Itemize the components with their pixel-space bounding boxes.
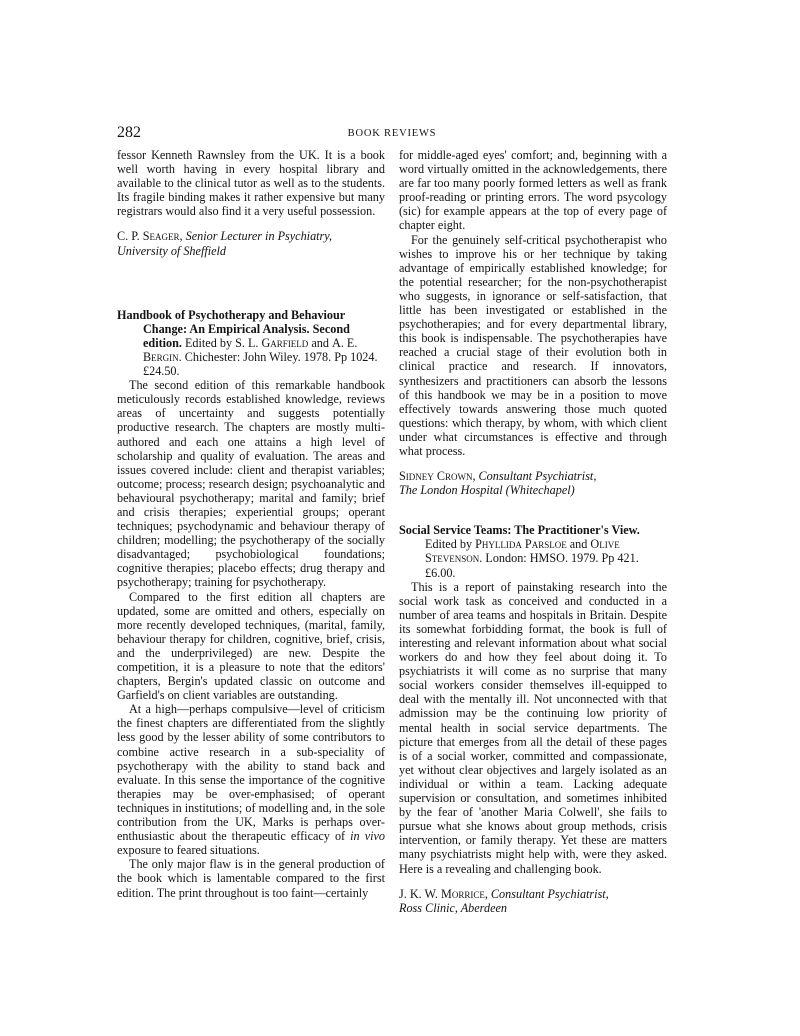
reviewer-signature [117, 229, 385, 257]
review-paragraph: The only major flaw is in the general production of the book which is lamentable compared to the first edition. The print throughout is too faint—certainly [117, 857, 385, 900]
review-continuation: for middle-aged eyes' comfort; and, beginning with a word virtually omitted in the acknowledgements, there are far too many poorly formed letters as well as frank proof-reading or printing errors. The word psycology (sic) for example appears at the top of every page of chapter eight. [399, 148, 667, 233]
book-citation: Handbook of Psychotherapy and Behaviour Change: An Empirical Analysis. Second edition. Edited by S. L. Garfield and A. E. Bergin. Chichester: John Wiley. 1978. Pp 1024. £24.50. [117, 307, 378, 379]
page-number: 282 [117, 124, 141, 141]
book-title: Handbook of Psychotherapy and Behaviour Change: An Empirical Analysis. Second edition. [117, 307, 350, 350]
reviewer-institution: The London Hospital (Whitechapel) [399, 483, 575, 498]
reviewer-affiliation: Consultant Psychiatrist, [490, 886, 609, 901]
reviewer-signature [399, 887, 667, 915]
editor-name: Phyllida Parsloe [475, 537, 567, 552]
reviewer-signature [399, 469, 667, 497]
reviewer-name: Sidney Crown, [399, 469, 476, 484]
publication-details: Chichester: John Wiley. 1978. Pp 1024. £24.50. [143, 349, 378, 379]
editor-name: A. E. Bergin. [143, 335, 358, 364]
editor-name: Olive Stevenson. [425, 537, 620, 566]
running-title: BOOK REVIEWS [347, 128, 437, 139]
page-header [117, 124, 667, 144]
review-paragraph: The second edition of this remarkable handbook meticulously records established knowledge, reviews areas of uncertainty and suggests potentially productive research. The chapters are mostly multi-authored and each one attains a high level of scholarship and quality of evaluation. The areas and issues covered include: client and therapist variables; outcome; process; research design; psychoanalytic and behavioural psychotherapy; marital and family; brief and crisis therapies; experiential groups; operant techniques; psychodynamic and behaviour therapy of children; modelling; the psychotherapy of the socially disadvantaged; psychobiological foundations; cognitive therapies; placebo effects; drug therapy and psychotherapy; training for psychotherapy. [117, 378, 385, 590]
reviewer-affiliation: Senior Lecturer in Psychiatry, [185, 229, 333, 244]
reviewer-affiliation: Consultant Psychiatrist, [478, 469, 597, 484]
review-paragraph: For the genuinely self-critical psychotherapist who wishes to improve his or her technique by taking advantage of empirically established knowledge; for the potential researcher; for the non-psychotherapist who suggests, in ignorance or self-satisfaction, that little has been investigated or established in the psychotherapies; and for every departmental library, this book is indispensable. The psychotherapies have reached a crucial stage of their evolution both in clinical practice and research. If innovators, synthesizers and practitioners can absorb the lessons of this handbook we may be in a position to move effectively towards answering those much quoted questions: which therapy, by whom, with which client under what circumstances is effective and through what process. [399, 232, 667, 458]
reviewer-institution: University of Sheffield [117, 243, 226, 258]
review-continuation: fessor Kenneth Rawnsley from the UK. It is a book well worth having in every hospital library and available to the clinical tutor as well as to the students. Its fragile binding makes it rather expensive but many registrars would also find it a very useful possession. [117, 148, 385, 219]
book-title: Social Service Teams: The Practitioner's View. [399, 523, 640, 538]
reviewer-institution: Ross Clinic, Aberdeen [399, 900, 507, 915]
reviewer-name: C. P. Seager, [117, 229, 183, 244]
review-paragraph: Compared to the first edition all chapters are updated, some are omitted and others, especially on more recently developed techniques, (marital, family, behaviour therapy for children, cognitive, brief, crisis, and the underprivileged) are new. Despite the competition, it is a pleasure to note that the editors' chapters, Bergin's updated classic on outcome and Garfield's on client variables are outstanding. [117, 589, 385, 703]
reviewer-name: J. K. W. Morrice, [399, 886, 488, 901]
publication-details: London: HMSO. 1979. Pp 421. £6.00. [425, 551, 639, 580]
review-paragraph: At a high—perhaps compulsive—level of criticism the finest chapters are differentiated from the slightly less good by the lesser ability of some contributors to combine active research in a sub-speciality of psychotherapy with the ability to stand back and evaluate. In this sense the importance of the cognitive therapies may be over-emphasised; of operant techniques in institutions; of modelling and, in the sole contribution from the UK, Marks is perhaps over-enthusiastic about the therapeutic efficacy of in vivo exposure to feared situations. [117, 702, 386, 858]
right-column [399, 148, 667, 915]
left-column [117, 148, 385, 900]
editor-name: S. L. Garfield [235, 335, 309, 350]
book-citation: Social Service Teams: The Practitioner's View. Edited by Phyllida Parsloe and Olive Stevenson. London: HMSO. 1979. Pp 421. £6.00. [399, 523, 640, 580]
review-paragraph: This is a report of painstaking research into the social work task as conceived and conducted in a number of area teams and hospitals in Britain. Despite its somewhat forbidding format, the book is full of interesting and relevant information about what social workers do and how they feel about doing it. To psychiatrists it will come as no surprise that many social workers consider themselves ill-equipped to deal with the mentally ill. Not unconnected with that admission may be the continuing low priority of mental health in social service departments. The picture that emerges from all the detail of these pages is of a social worker, committed and compassionate, yet without clear objectives and largely isolated as an individual or within a team. Lacking adequate supervision or consultation, and sometimes inhibited by the fear of 'another Maria Colwell', she fails to pursue what she knows about group methods, crisis intervention, or family therapy. Yet these are matters many psychiatrists might help with, were they asked. Here is a revealing and challenging book. [399, 579, 667, 876]
